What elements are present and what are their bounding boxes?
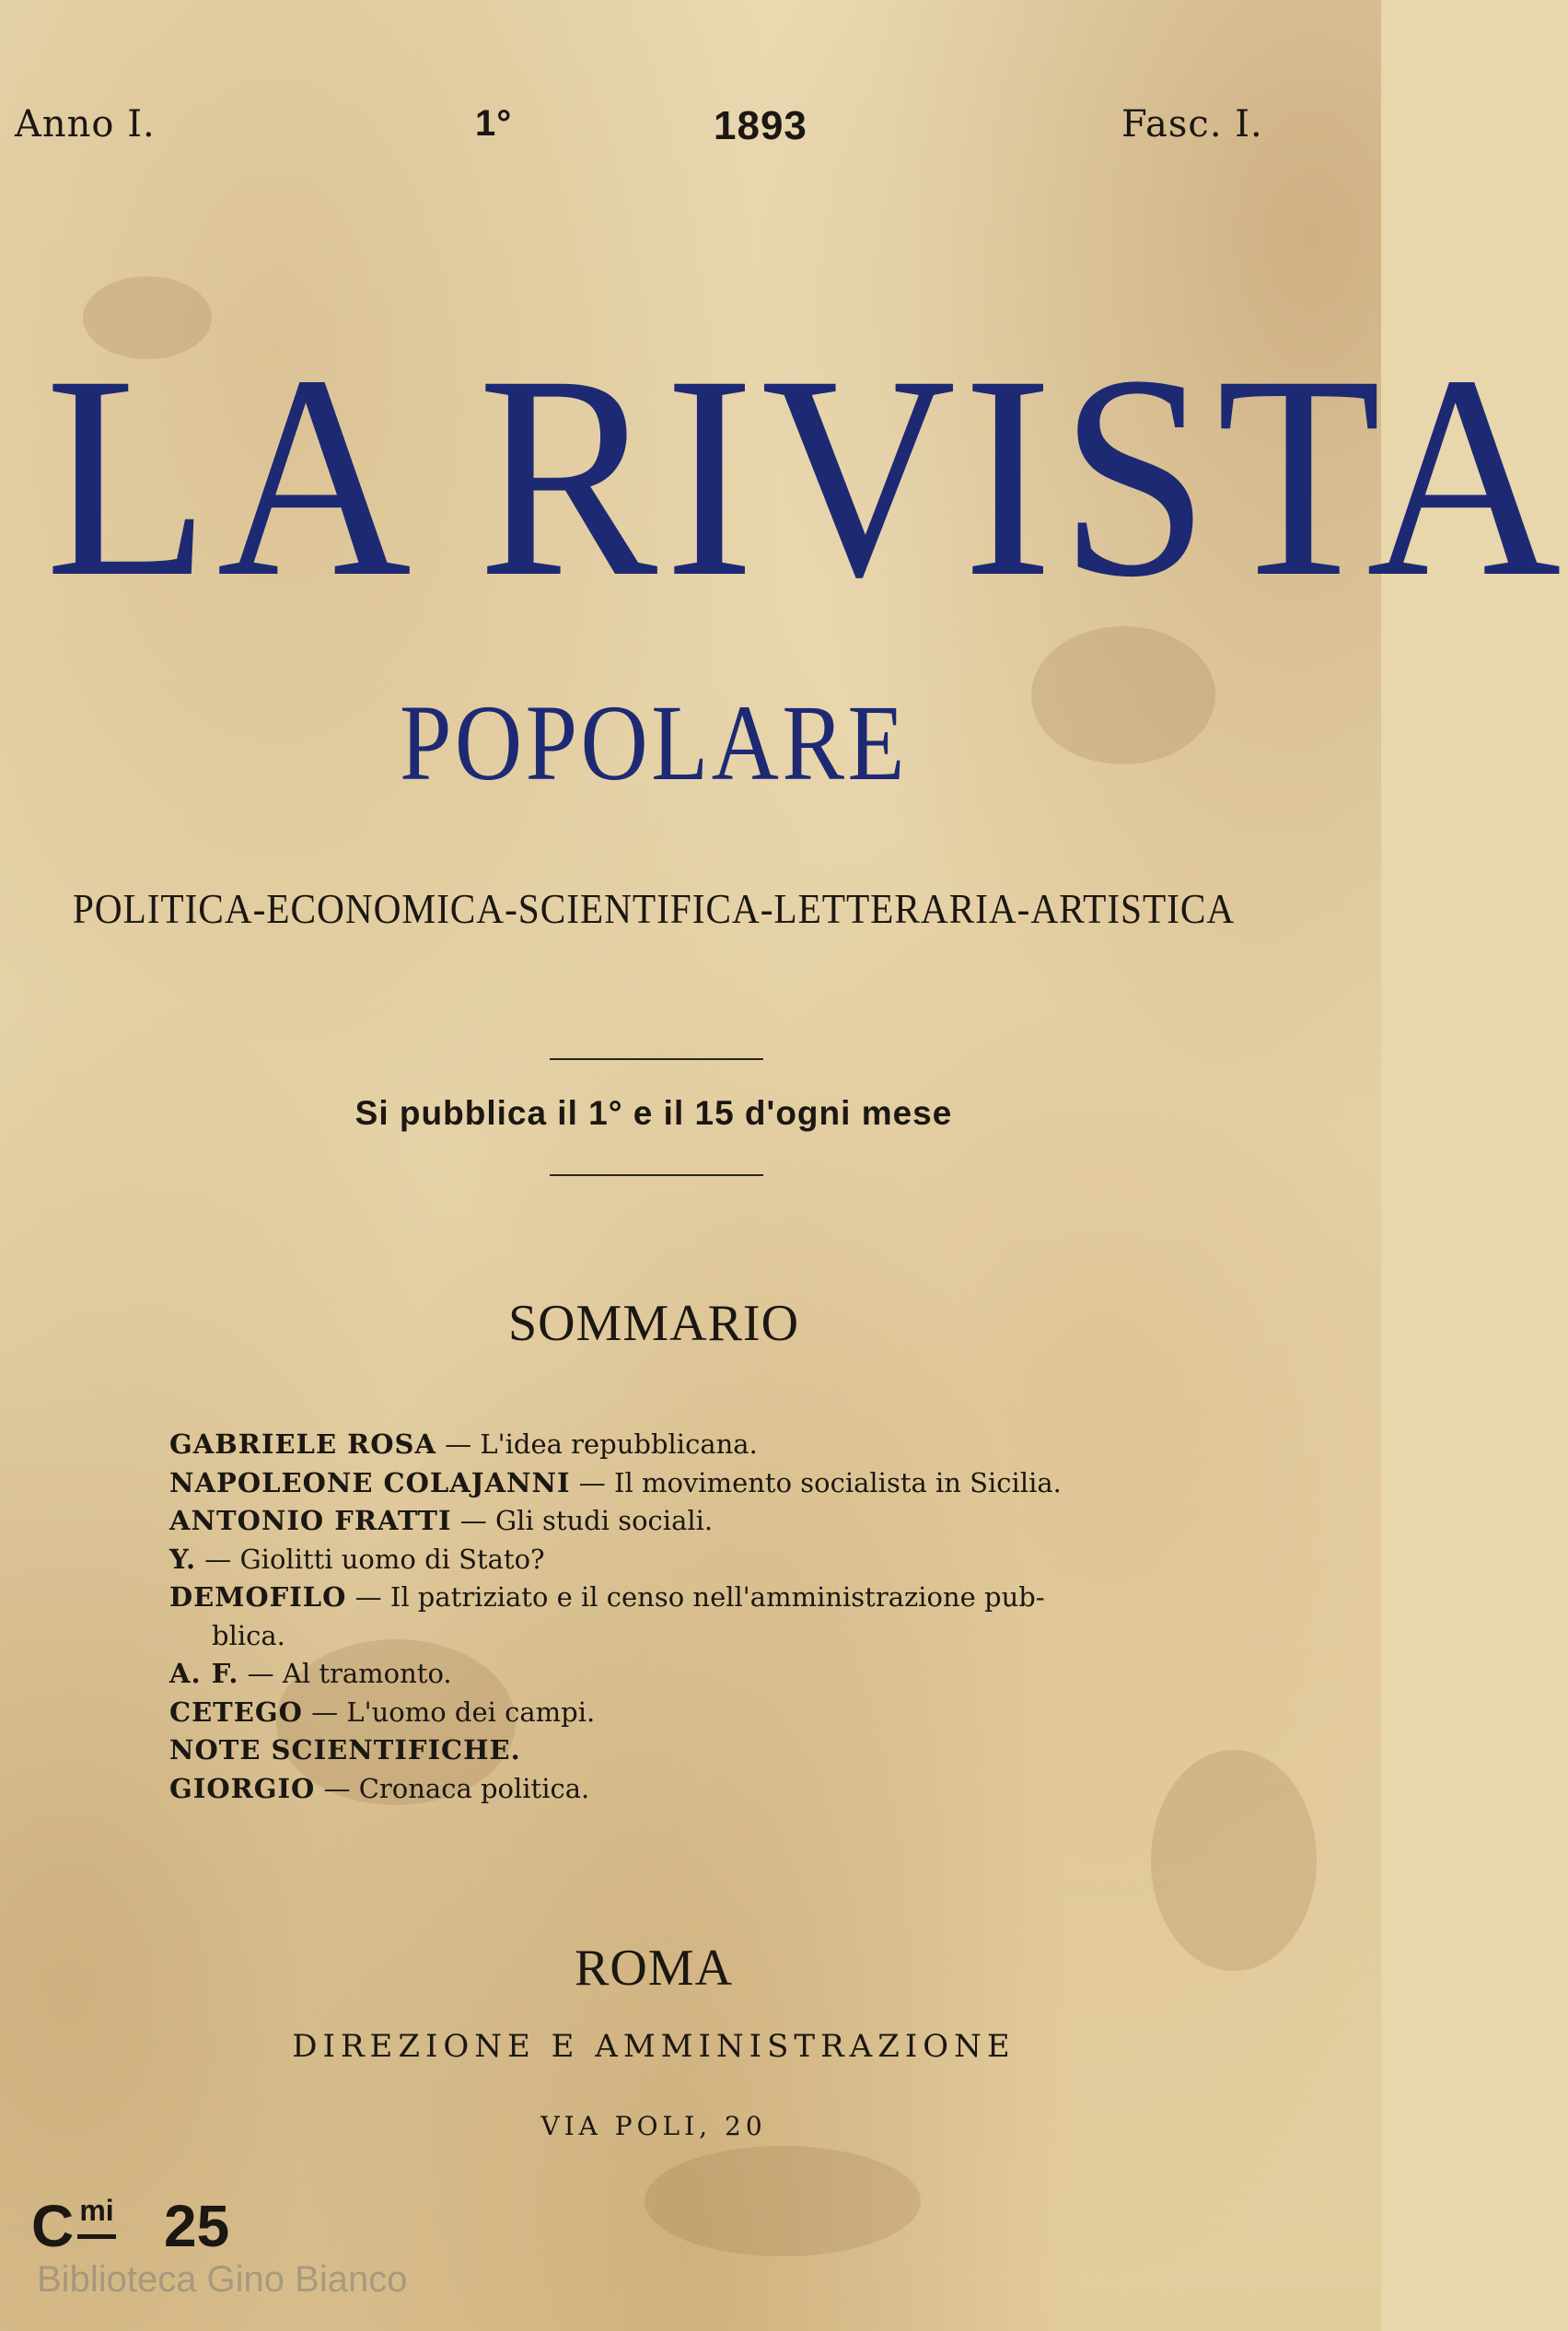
- issue-day: 1°: [475, 103, 513, 144]
- sommario-heading: SOMMARIO: [507, 1295, 800, 1352]
- toc-title: Cronaca politica.: [358, 1772, 590, 1804]
- divider-top: [550, 1058, 763, 1060]
- table-of-contents: [169, 1426, 1182, 1808]
- toc-author: GIORGIO: [169, 1772, 316, 1804]
- toc-author: DEMOFILO: [169, 1581, 347, 1613]
- price-currency: C: [31, 2193, 75, 2259]
- toc-entry: [169, 1579, 1182, 1617]
- price-superscript: mi: [77, 2194, 116, 2228]
- toc-entry-continuation: blica.: [212, 1619, 285, 1651]
- masthead-subtitle: POPOLARE: [400, 682, 908, 803]
- toc-title: Giolitti uomo di Stato?: [239, 1543, 545, 1575]
- publication-frequency: Si pubblica il 1° e il 15 d'ogni mese: [354, 1094, 953, 1132]
- toc-author: CETEGO: [169, 1696, 303, 1728]
- toc-entry: [169, 1502, 1182, 1541]
- toc-title: L'idea repubblicana.: [480, 1428, 758, 1460]
- toc-title: Il patriziato e il censo nell'amministrazione pub-: [389, 1581, 1045, 1613]
- toc-entry: [169, 1541, 1182, 1579]
- toc-separator: —: [346, 1581, 390, 1613]
- anno-label: Anno I.: [15, 103, 156, 146]
- paper-stain: [645, 2146, 921, 2256]
- imprint-direzione: DIREZIONE E AMMINISTRAZIONE: [292, 2028, 1016, 2065]
- toc-separator: —: [451, 1505, 496, 1536]
- masthead-title: LA RIVISTA: [45, 316, 1568, 637]
- toc-entry: [169, 1426, 1182, 1464]
- toc-author: A. F.: [169, 1658, 239, 1689]
- toc-author: NAPOLEONE COLAJANNI: [169, 1466, 571, 1498]
- toc-separator: —: [238, 1658, 283, 1689]
- issue-year: 1893: [714, 103, 807, 148]
- toc-title: Gli studi sociali.: [495, 1505, 714, 1536]
- issue-header: [0, 103, 1381, 158]
- toc-title: Al tramonto.: [282, 1658, 452, 1689]
- toc-author: Y.: [169, 1543, 197, 1575]
- divider-bottom: [550, 1174, 763, 1176]
- toc-entry: [169, 1464, 1182, 1503]
- toc-separator: —: [302, 1696, 347, 1728]
- toc-author: NOTE SCIENTIFICHE.: [169, 1734, 521, 1766]
- toc-entry: [169, 1731, 1182, 1770]
- toc-title: Il movimento socialista in Sicilia.: [614, 1466, 1062, 1498]
- toc-entry: [169, 1770, 1182, 1809]
- toc-author: ANTONIO FRATTI: [169, 1505, 452, 1536]
- toc-entry: [169, 1655, 1182, 1694]
- toc-separator: —: [315, 1772, 359, 1804]
- imprint-address: VIA POLI, 20: [540, 2111, 767, 2141]
- masthead-tagline: POLITICA-ECONOMICA-SCIENTIFICA-LETTERARIA-ARTISTICA: [72, 885, 1236, 932]
- imprint-city: ROMA: [574, 1940, 734, 1997]
- toc-separator: —: [570, 1466, 615, 1498]
- toc-separator: —: [436, 1428, 481, 1460]
- toc-separator: —: [196, 1543, 240, 1575]
- toc-title: L'uomo dei campi.: [346, 1696, 596, 1728]
- price-value: 25: [164, 2193, 230, 2259]
- toc-entry: [169, 1694, 1182, 1732]
- library-watermark: Biblioteca Gino Bianco: [37, 2259, 408, 2300]
- fascicolo-label: Fasc. I.: [1121, 103, 1263, 146]
- toc-author: GABRIELE ROSA: [169, 1428, 436, 1460]
